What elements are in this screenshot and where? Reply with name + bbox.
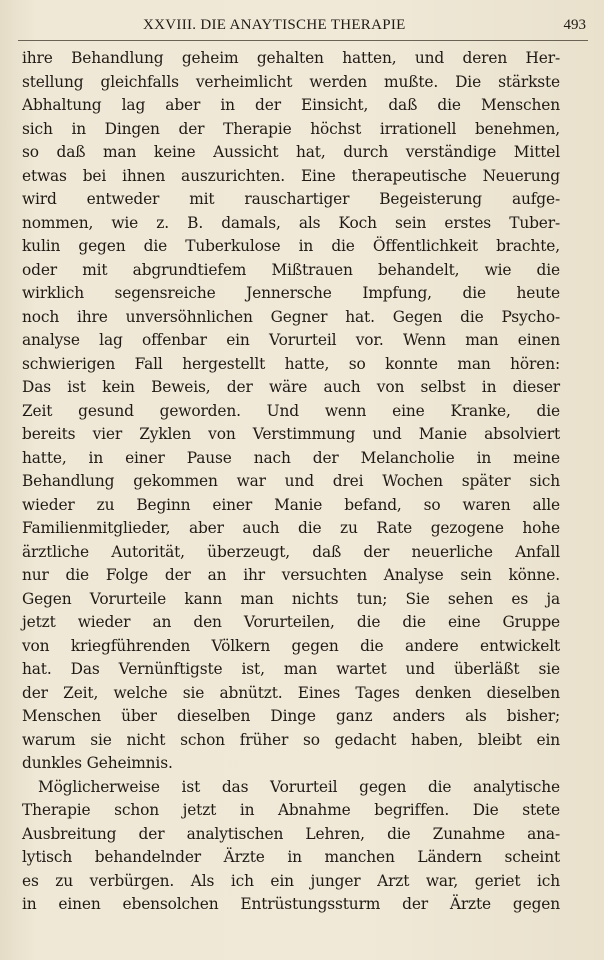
- header-divider: [18, 40, 588, 41]
- paragraph-first-line: Möglicherweise ist das Vorurteil gegen die analytische: [38, 777, 560, 796]
- text-line: lytisch behandelnder Ärzte in manchen Ländern scheint: [22, 848, 560, 866]
- chapter-title: XXVIII. DIE ANAYTISCHE THERAPIE: [143, 17, 406, 33]
- text-line: kulin gegen die Tuberkulose in die Öffentlichkeit brachte,: [22, 237, 560, 255]
- text-line: oder mit abgrundtiefem Mißtrauen behandelt, wie die: [22, 260, 560, 279]
- text-line: so daß man keine Aussicht hat, durch verständige Mittel: [22, 143, 560, 161]
- text-line: wird entweder mit rauschartiger Begeisterung aufge-: [22, 190, 560, 208]
- text-line: Therapie schon jetzt in Abnahme begriffen. Die stete: [22, 801, 560, 819]
- text-line: Behandlung gekommen war und drei Wochen später sich: [22, 472, 560, 490]
- text-line: analyse lag offenbar ein Vorurteil vor. Wenn man einen: [22, 331, 560, 349]
- text-line: warum sie nicht schon früher so gedacht haben, bleibt ein: [22, 730, 560, 749]
- page-number: 493: [563, 17, 586, 33]
- text-line: sich in Dingen der Therapie höchst irrationell benehmen,: [22, 119, 560, 138]
- text-line: hat. Das Vernünftigste ist, man wartet und überläßt sie: [22, 660, 560, 678]
- text-line: Zeit gesund geworden. Und wenn eine Kranke, die: [22, 401, 560, 420]
- text-line: Abhaltung lag aber in der Einsicht, daß die Menschen: [22, 96, 560, 114]
- text-line: nur die Folge der an ihr versuchten Analyse sein könne.: [22, 566, 560, 584]
- text-line: nommen, wie z. B. damals, als Koch sein erstes Tuber-: [22, 213, 560, 232]
- text-line: Das ist kein Beweis, der wäre auch von selbst in dieser: [22, 378, 560, 396]
- text-line: wirklich segensreiche Jennersche Impfung, die heute: [22, 284, 560, 302]
- text-line: es zu verbürgen. Als ich ein junger Arzt war, geriet ich: [22, 871, 560, 890]
- text-line: ärztliche Autorität, überzeugt, daß der neuerliche Anfall: [22, 542, 560, 561]
- text-line: Ausbreitung der analytischen Lehren, die Zunahme ana-: [22, 824, 560, 843]
- paragraph-last-line: dunkles Geheimnis.: [22, 754, 173, 772]
- text-line: von kriegführenden Völkern gegen die andere entwickelt: [22, 636, 560, 655]
- running-header: [16, 16, 586, 38]
- text-line: hatte, in einer Pause nach der Melancholie in meine: [22, 448, 560, 467]
- text-line: bereits vier Zyklen von Verstimmung und Manie absolviert: [22, 425, 560, 443]
- text-line: ihre Behandlung geheim gehalten hatten, und deren Her-: [22, 49, 560, 67]
- text-line: wieder zu Beginn einer Manie befand, so waren alle: [22, 495, 560, 514]
- text-line: Menschen über dieselben Dinge ganz anders als bisher;: [22, 707, 560, 725]
- text-line: Gegen Vorurteile kann man nichts tun; Sie sehen es ja: [22, 589, 560, 608]
- text-line: Familienmitglieder, aber auch die zu Rate gezogene hohe: [22, 519, 560, 537]
- text-line: noch ihre unversöhnlichen Gegner hat. Gegen die Psycho-: [22, 307, 560, 326]
- text-line: der Zeit, welche sie abnützt. Eines Tages denken dieselben: [22, 683, 560, 702]
- text-line: stellung gleichfalls verheimlicht werden mußte. Die stärkste: [22, 72, 560, 91]
- body-text: [22, 47, 560, 917]
- text-line: jetzt wieder an den Vorurteilen, die die eine Gruppe: [22, 613, 560, 631]
- text-line: schwierigen Fall hergestellt hatte, so konnte man hören:: [22, 354, 560, 373]
- text-line: in einen ebensolchen Entrüstungssturm der Ärzte gegen: [22, 895, 560, 913]
- text-line: etwas bei ihnen auszurichten. Eine therapeutische Neuerung: [22, 166, 560, 185]
